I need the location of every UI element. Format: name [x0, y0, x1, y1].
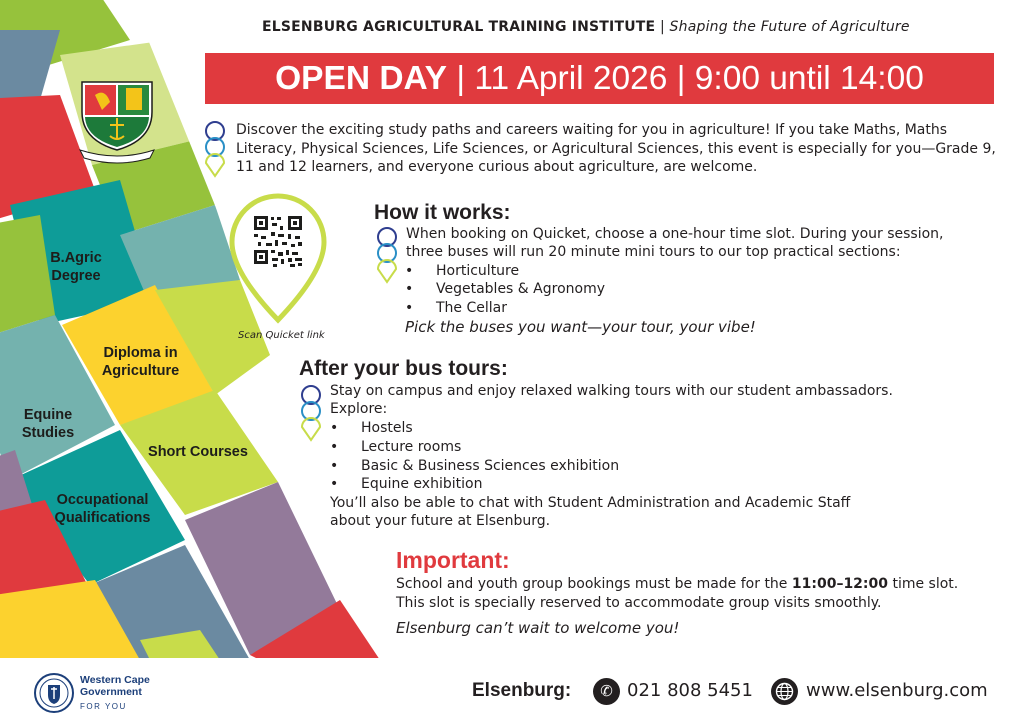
tile-label-line: B.Agric: [50, 250, 102, 266]
open-day-banner: [205, 53, 994, 104]
bullet: •: [405, 263, 414, 279]
list-item-label: Hostels: [361, 420, 413, 436]
bullet: •: [405, 300, 414, 316]
banner-separator: |: [667, 60, 695, 97]
tile-diploma-agriculture: [88, 344, 193, 380]
organization-name: ELSENBURG AGRICULTURAL TRAINING INSTITUTE: [262, 19, 656, 35]
intro-paragraph: Discover the exciting study paths and careers waiting for you in agriculture! If you take Maths, Maths Literacy, Physical Sciences, Life Sciences, or Agricultural Sciences, this event is especially for you—Grade 9, 11 and 12 learners, and everyone curious about agriculture, are welcome.: [236, 122, 996, 175]
bullet: •: [405, 281, 414, 297]
government-line: Government: [80, 686, 142, 698]
banner-date: 11 April 2026: [474, 60, 668, 97]
ring-marker-icon: [299, 384, 323, 442]
globe-icon-svg: [771, 678, 798, 705]
bullet: •: [330, 420, 339, 436]
banner-event: OPEN DAY: [275, 60, 448, 97]
important-line: [396, 575, 958, 594]
list-item-label: Horticulture: [436, 263, 520, 279]
tile-bagric-degree: [36, 249, 116, 285]
footer-label: Elsenburg:: [472, 680, 572, 701]
bullet: •: [330, 439, 339, 455]
important-closing: Elsenburg can’t wait to welcome you!: [396, 619, 680, 637]
list-item-label: Vegetables & Agronomy: [436, 281, 606, 297]
important-text: School and youth group bookings must be made for the: [396, 576, 792, 592]
government-name: [80, 674, 150, 698]
important-time-slot: 11:00–12:00: [791, 576, 889, 592]
header-tagline: Shaping the Future of Agriculture: [669, 19, 910, 35]
government-line: Western Cape: [80, 674, 150, 686]
after-tours-heading: After your bus tours:: [299, 357, 508, 380]
after-tours-line: Stay on campus and enjoy relaxed walking tours with our student ambassadors.: [330, 383, 893, 399]
important-heading: Important:: [396, 547, 510, 573]
tile-label-line: Equine: [23, 407, 73, 423]
header-separator: |: [659, 19, 665, 35]
qr-pin-graphic: [228, 192, 328, 324]
important-line: This slot is specially reserved to accommodate group visits smoothly.: [396, 595, 882, 611]
how-it-works-heading: How it works:: [374, 201, 511, 224]
list-item-label: Equine exhibition: [361, 476, 483, 492]
how-it-works-closing: Pick the buses you want—your tour, your vibe!: [405, 318, 756, 336]
list-item: [405, 262, 519, 281]
footer-phone[interactable]: 021 808 5451: [627, 680, 753, 701]
list-item: [330, 475, 482, 494]
tile-short-courses: Short Courses: [148, 444, 248, 460]
footer-website[interactable]: www.elsenburg.com: [806, 680, 988, 701]
how-it-works-line: three buses will run 20 minute mini tours to our top practical sections:: [406, 244, 901, 260]
after-tours-closing: about your future at Elsenburg.: [330, 513, 551, 529]
header-title: [262, 19, 910, 35]
banner-separator: |: [447, 60, 475, 97]
ring-marker-icon: [203, 120, 227, 178]
phone-icon: ✆: [593, 678, 620, 705]
list-item: [330, 419, 413, 438]
globe-icon: [771, 678, 798, 705]
banner-time: 9:00 until 14:00: [694, 60, 924, 97]
how-it-works-line: When booking on Quicket, choose a one-hour time slot. During your session,: [406, 226, 944, 242]
bullet: •: [330, 458, 339, 474]
list-item: [405, 299, 507, 318]
tile-label-line: Occupational: [56, 492, 149, 508]
list-item-label: Lecture rooms: [361, 439, 462, 455]
government-slogan: FOR YOU: [80, 702, 127, 711]
bullet: •: [330, 476, 339, 492]
list-item-label: The Cellar: [436, 300, 507, 316]
tile-occupational-qualifications: [40, 491, 165, 527]
tile-label-line: Degree: [51, 268, 101, 284]
list-item: [330, 457, 619, 476]
tile-label-line: Agriculture: [101, 363, 180, 379]
western-cape-crest-logo: [33, 671, 75, 715]
after-tours-closing: You’ll also be able to chat with Student Administration and Academic Staff: [330, 495, 851, 511]
list-item: [330, 438, 461, 457]
tile-label-line: Studies: [21, 425, 75, 441]
tile-label-line: Diploma in: [103, 345, 178, 361]
after-tours-line: Explore:: [330, 401, 388, 417]
ring-marker-icon: [375, 226, 399, 284]
list-item: [405, 280, 605, 299]
list-item-label: Basic & Business Sciences exhibition: [361, 458, 620, 474]
tile-equine-studies: [10, 406, 86, 442]
qr-caption: Scan Quicket link: [238, 330, 325, 341]
important-text: time slot.: [888, 576, 959, 592]
tile-label-line: Qualifications: [54, 510, 151, 526]
